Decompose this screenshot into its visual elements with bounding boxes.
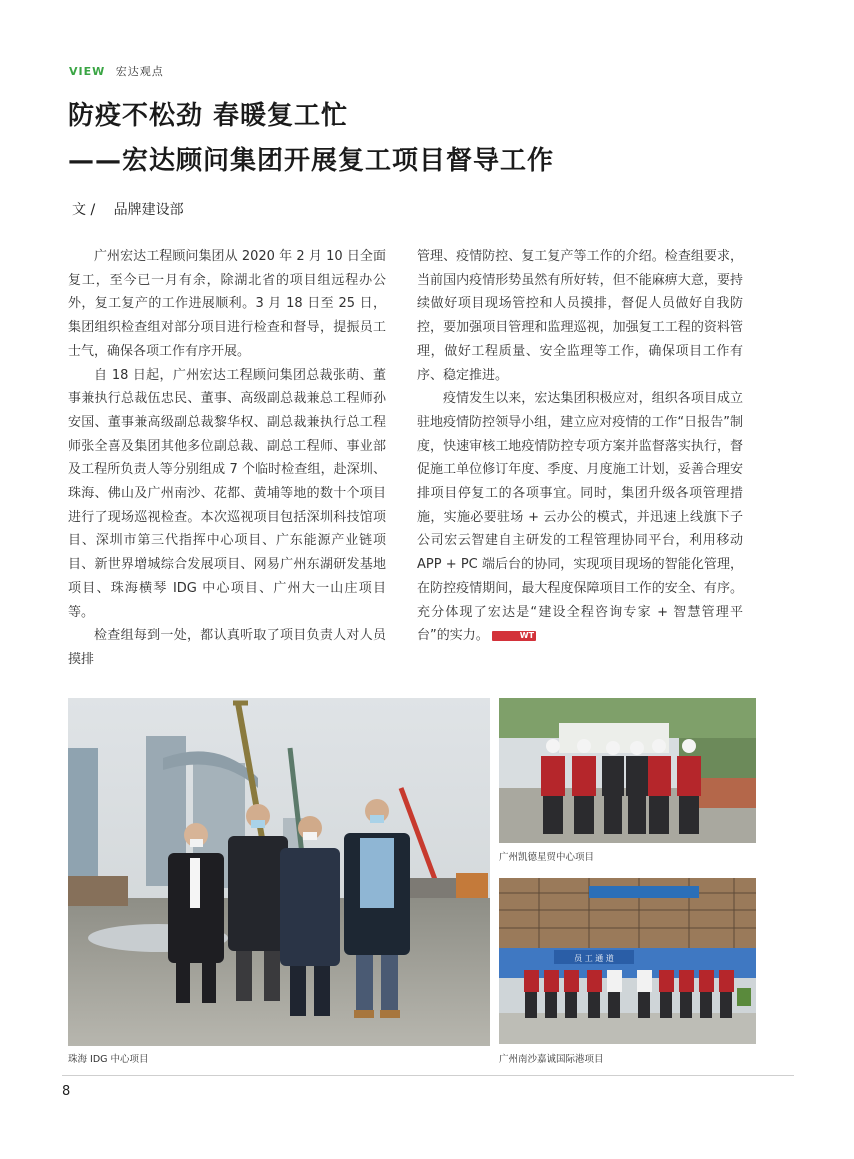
photo-kaide-xingmao-image xyxy=(499,698,756,843)
entrance-sign-text: 员 工 通 道 xyxy=(574,954,614,963)
photo-caption: 广州南沙嘉诚国际港项目 xyxy=(499,1054,604,1065)
section-tag-zh: 宏达观点 xyxy=(115,65,164,78)
article-title: 防疫不松劲 春暖复工忙 xyxy=(68,101,349,131)
photo-caption: 广州凯德星贸中心项目 xyxy=(499,852,595,863)
byline xyxy=(72,199,184,219)
photo-nansha-jiacheng-image xyxy=(499,878,756,1044)
article-column-left xyxy=(68,245,386,672)
section-tag-en: VIEW xyxy=(69,65,106,78)
paragraph-text: 疫情发生以来，宏达集团积极应对，组织各项目成立驻地疫情防控领导小组，建立应对疫情的工作“日报告”制度，快速审核工地疫情防控专项方案并监督落实执行，督促施工单位修订年度、季度、月度施工计划，妥善合理安排项目停复工的各项事宜。同时，集团升级各项管理措施，实施必要驻场 + 云办公的模式，并迅速上线旗下子公司宏云智建自主研发的工程管理协同平台，利用移动 APP + PC 端后台的协同，实现项目现场的智能化管理，在防控疫情期间，最大程度保障项目工作的安全、有序。充分体现了宏达是“建设全程咨询专家 + 智慧管理平台”的实力。 xyxy=(417,391,743,644)
paragraph: 广州宏达工程顾问集团从 2020 年 2 月 10 日全面复工，至今已一月有余，除湖北省的项目组远程办公外，复工复产的工作进展顺利。3 月 18 日至 25 日，集团组织检查组对部分项目进行检查和督导，提振员工士气，确保各项工作有序开展。 xyxy=(68,249,386,359)
paragraph-continued: 管理、疫情防控、复工复产等工作的介绍。检查组要求，当前国内疫情形势虽然有所好转，但不能麻痹大意，要持续做好项目现场管控和人员摸排，督促人员做好自我防控，要加强项目管理和监理巡视，加强复工工程的资料管理，做好工程质量、安全监理等工作，确保项目工作有序、稳定推进。 xyxy=(417,249,743,383)
photo-caption: 珠海 IDG 中心项目 xyxy=(68,1054,149,1065)
paragraph xyxy=(417,387,743,648)
footer-divider xyxy=(62,1075,794,1076)
photo-zhuhai-idg-image xyxy=(68,698,490,1046)
paragraph: 检查组每到一处，都认真听取了项目负责人对人员摸排 xyxy=(68,628,386,667)
page-number: 8 xyxy=(62,1084,71,1099)
paragraph: 自 18 日起，广州宏达工程顾问集团总裁张萌、董事兼执行总裁伍忠民、董事、高级副总裁兼总工程师孙安国、董事兼高级副总裁黎华权、副总裁兼执行总工程师张全喜及集团其他多位副总裁、副总工程师、事业部及工程所负责人等分别组成 7 个临时检查组，赴深圳、珠海、佛山及广州南沙、花都、黄埔等地的数十个项目进行了现场巡视检查。本次巡视项目包括深圳科技馆项目、深圳市第三代指挥中心项目、广东能源产业链项目、新世界增城综合发展项目、网易广州东湖研发基地项目、珠海横琴 IDG 中心项目、广州大一山庄项目等。 xyxy=(68,367,386,620)
section-tag xyxy=(69,63,164,79)
article-column-right xyxy=(417,245,743,648)
photo-zhuhai-idg xyxy=(68,698,490,1046)
byline-author: 品牌建设部 xyxy=(113,202,184,218)
byline-prefix: 文 / xyxy=(72,202,96,218)
photo-kaide-xingmao xyxy=(499,698,756,843)
article-subtitle: ——宏达顾问集团开展复工项目督导工作 xyxy=(68,146,555,176)
photo-nansha-jiacheng xyxy=(499,878,756,1044)
end-mark-badge: WT xyxy=(492,631,536,641)
